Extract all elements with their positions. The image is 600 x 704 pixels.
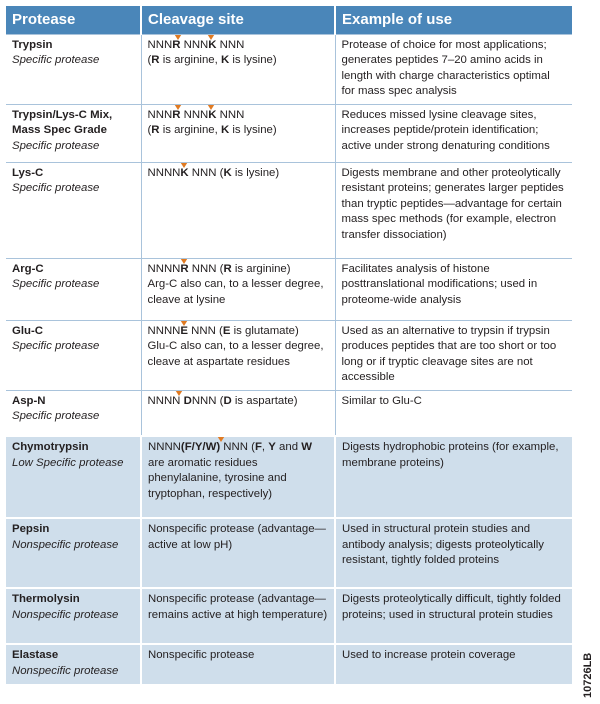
table-row <box>6 644 572 684</box>
cleavage-sequence: NNNN(F/Y/W) NNN (F, Y and W are aromatic residues phenylalanine, tyrosine and tryptophan, respectively) <box>148 441 312 500</box>
protease-name: Thermolysin <box>12 593 80 605</box>
protease-type: Specific protease <box>12 182 100 195</box>
cleavage-arrow-icon <box>172 390 186 396</box>
cleavage-sequence: NNNNE NNN (E is glutamate) <box>147 324 299 337</box>
cleavage-site-cell: Nonspecific protease (advantage—remains active at high temperature) <box>141 588 335 644</box>
protease-type: Nonspecific protease <box>12 664 119 677</box>
cleavage-site-cell: Nonspecific protease (advantage—active at low pH) <box>141 518 335 588</box>
protease-type: Low Specific protease <box>12 456 124 469</box>
protease-type: Nonspecific protease <box>12 538 119 551</box>
cleavage-site-cell <box>141 390 335 436</box>
cleavage-note: (R is arginine, K is lysine) <box>147 124 277 137</box>
cleavage-site-cell <box>141 104 335 162</box>
cleavage-sequence: NNNNK NNN (K is lysine) <box>147 166 280 179</box>
table-row <box>6 104 572 162</box>
cleavage-note: (R is arginine, K is lysine) <box>147 54 277 67</box>
figure-code-container <box>578 648 596 698</box>
protease-cell <box>6 588 141 644</box>
cleavage-site-cell <box>141 320 335 390</box>
example-cell: Digests hydrophobic proteins (for example, membrane proteins) <box>335 436 572 518</box>
cleavage-arrow-icon <box>171 34 185 40</box>
protease-cell <box>6 104 141 162</box>
header-row <box>6 6 572 34</box>
protease-cell <box>6 162 141 258</box>
cleavage-site-cell <box>141 162 335 258</box>
table-row <box>6 258 572 320</box>
example-cell: Reduces missed lysine cleavage sites, increases peptide/protein identification; active under strong denaturing conditions <box>335 104 572 162</box>
protease-name: Elastase <box>12 649 59 661</box>
example-cell: Used in structural protein studies and antibody analysis; digests proteolytically resistant, tightly folded proteins <box>335 518 572 588</box>
protease-table <box>6 6 572 684</box>
protease-name: Lys-C <box>12 166 44 179</box>
cleavage-site-cell <box>141 34 335 104</box>
example-cell: Protease of choice for most applications; generates peptides 7–20 amino acids in length with charge characteristics optimal for mass spec analysis <box>335 34 572 104</box>
cleavage-sequence: NNNR NNNK NNN <box>147 108 245 121</box>
cleavage-sequence: NNNNR NNN (R is arginine) <box>147 262 291 275</box>
figure-code: 10726LB <box>582 652 594 698</box>
cleavage-site-cell: Nonspecific protease <box>141 644 335 684</box>
cleavage-arrow-icon <box>214 436 228 442</box>
cleavage-note: Arg-C also can, to a lesser degree, cleave at lysine <box>147 278 324 306</box>
protease-type: Specific protease <box>12 54 100 67</box>
example-cell: Digests membrane and other proteolytically resistant proteins; generates larger peptides than tryptic peptides—advantage for certain mass spec methods (for example, electron transfer dissociation) <box>335 162 572 258</box>
cleavage-arrow-icon <box>204 34 218 40</box>
example-cell: Similar to Glu-C <box>335 390 572 436</box>
protease-cell <box>6 518 141 588</box>
table-row <box>6 34 572 104</box>
protease-type: Specific protease <box>12 278 100 291</box>
cleavage-arrow-icon <box>204 104 218 110</box>
protease-cell <box>6 34 141 104</box>
protease-name: Asp-N <box>12 394 46 407</box>
protease-name: Glu-C <box>12 324 44 337</box>
protease-type: Specific protease <box>12 410 100 423</box>
cleavage-arrow-icon <box>177 258 191 264</box>
header-protease: Protease <box>6 6 141 34</box>
cleavage-sequence: NNNR NNNK NNN <box>147 38 245 51</box>
protease-cell <box>6 258 141 320</box>
protease-type: Specific protease <box>12 340 100 353</box>
protease-cell <box>6 436 141 518</box>
protease-name: Arg-C <box>12 262 44 275</box>
cleavage-site-cell <box>141 258 335 320</box>
example-cell: Used as an alternative to trypsin if trypsin produces peptides that are too short or too long or if tryptic cleavage sites are not accessible <box>335 320 572 390</box>
protease-cell <box>6 644 141 684</box>
protease-type: Nonspecific protease <box>12 608 119 621</box>
protease-name: Chymotrypsin <box>12 441 89 453</box>
protease-name: Trypsin/Lys-C Mix, Mass Spec Grade <box>12 108 113 137</box>
cleavage-note: Glu-C also can, to a lesser degree, cleave at aspartate residues <box>147 340 324 368</box>
cleavage-site-cell <box>141 436 335 518</box>
protease-cell <box>6 390 141 436</box>
protease-table-container <box>6 6 572 684</box>
cleavage-arrow-icon <box>171 104 185 110</box>
table-row <box>6 588 572 644</box>
header-cleavage-site: Cleavage site <box>141 6 335 34</box>
protease-cell <box>6 320 141 390</box>
table-row <box>6 518 572 588</box>
protease-name: Trypsin <box>12 38 53 51</box>
cleavage-arrow-icon <box>177 320 191 326</box>
protease-name: Pepsin <box>12 523 50 535</box>
table-row <box>6 320 572 390</box>
example-cell: Facilitates analysis of histone posttranslational modifications; used in proteome-wide analysis <box>335 258 572 320</box>
example-cell: Used to increase protein coverage <box>335 644 572 684</box>
cleavage-arrow-icon <box>177 162 191 168</box>
header-example-of-use: Example of use <box>335 6 572 34</box>
cleavage-sequence: NNNN DNNN (D is aspartate) <box>147 394 298 407</box>
example-cell: Digests proteolytically difficult, tightly folded proteins; used in structural protein studies <box>335 588 572 644</box>
table-row <box>6 162 572 258</box>
protease-type: Specific protease <box>12 139 100 152</box>
table-row <box>6 436 572 518</box>
table-row <box>6 390 572 436</box>
